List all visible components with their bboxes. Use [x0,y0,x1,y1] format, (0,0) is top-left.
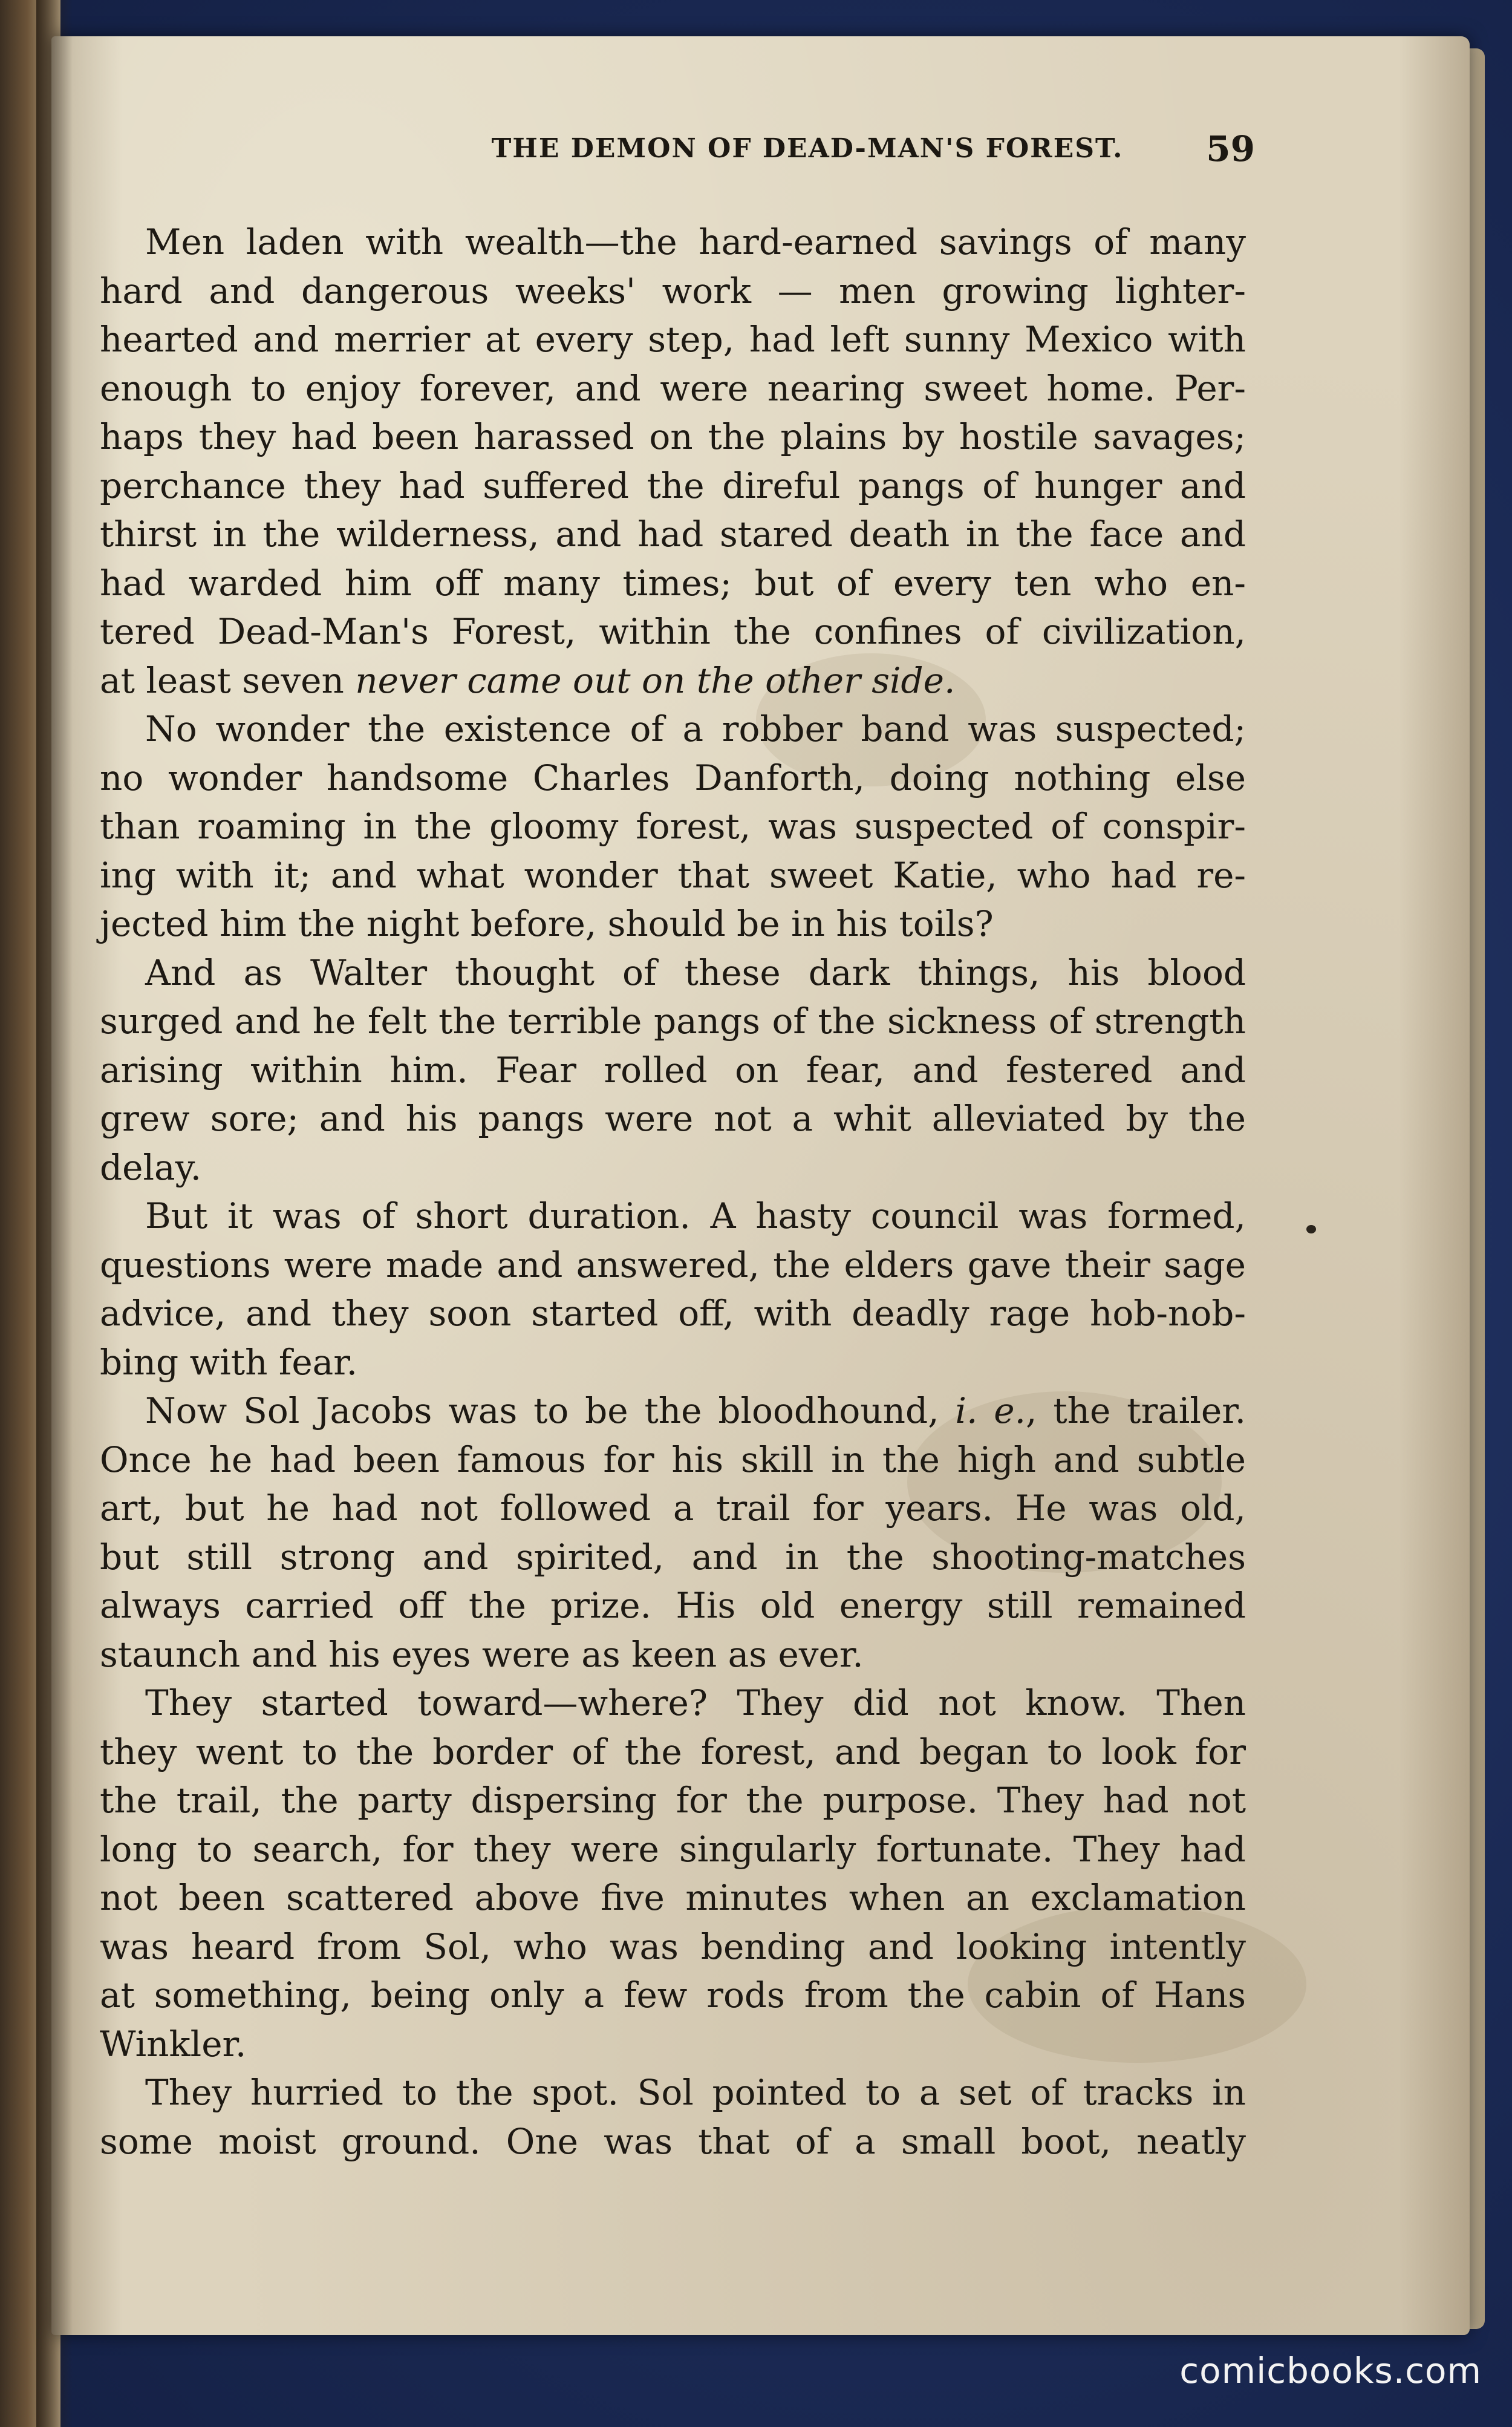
text-line: surged and he felt the terrible pangs of the sickness of strength [100,1001,1246,1042]
spine-shadow [36,0,73,2427]
text-line: jected him the night before, should be in his toils? [100,903,994,944]
running-title: THE DEMON OF DEAD-MAN'S FOREST. [491,133,1124,164]
text-line: than roaming in the gloomy forest, was suspected of conspir- [100,806,1246,847]
text-line: delay. [100,1146,202,1188]
italic-text: i. e. [955,1390,1026,1431]
text-line: Once he had been famous for his skill in the high and subtle [100,1439,1246,1480]
text-line: enough to enjoy forever, and were nearing sweet home. Per- [100,367,1246,409]
text-line [100,1387,1246,1436]
text-line: Men laden with wealth—the hard-earned savings of many [145,221,1246,263]
text-line: but still strong and spirited, and in the shooting-matches [100,1536,1246,1578]
body-text [100,218,1246,2196]
text-line: tered Dead-Man's Forest, within the confines of civilization, [100,611,1246,652]
text-line: arising within him. Fear rolled on fear, and festered and [100,1049,1246,1091]
ink-speck [1306,1225,1316,1233]
watermark: comicbooks.com [1179,2350,1482,2391]
text-line: ing with it; and what wonder that sweet Katie, who had re- [100,854,1246,896]
text-line: not been scattered above five minutes when an exclamation [100,1877,1246,1918]
text-line: was heard from Sol, who was bending and looking intently [100,1926,1246,1967]
text-line: they went to the border of the forest, and began to look for [100,1731,1246,1772]
text-line: They started toward—where? They did not know. Then [145,1682,1246,1723]
text-line [100,656,1246,705]
text-line: art, but he had not followed a trail for years. He was old, [100,1488,1246,1529]
text-line: no wonder handsome Charles Danforth, doing nothing else [100,757,1246,799]
text-line: long to search, for they were singularly fortunate. They had [100,1828,1246,1870]
text-segment: , the trailer. [1026,1390,1246,1431]
text-line: grew sore; and his pangs were not a whit alleviated by the [100,1098,1246,1139]
text-line: No wonder the existence of a robber band was suspected; [145,708,1246,750]
text-line: But it was of short duration. A hasty council was formed, [145,1195,1246,1236]
text-line: hard and dangerous weeks' work — men growing lighter- [100,270,1246,312]
text-line: advice, and they soon started off, with deadly rage hob-nob- [100,1293,1246,1334]
text-line: They hurried to the spot. Sol pointed to a set of tracks in [145,2072,1246,2113]
text-segment: at least seven [100,659,356,701]
text-line: the trail, the party dispersing for the purpose. They had not [100,1780,1246,1821]
text-line: at something, being only a few rods from the cabin of Hans [100,1975,1246,2016]
text-line: thirst in the wilderness, and had stared death in the face and [100,514,1246,555]
text-line: always carried off the prize. His old energy still remained [100,1585,1246,1626]
text-line: haps they had been harassed on the plains by hostile savages; [100,416,1246,457]
text-line: some moist ground. One was that of a small boot, neatly [100,2120,1246,2162]
text-line: perchance they had suffered the direful pangs of hunger and [100,465,1246,506]
text-line: Winkler. [100,2023,247,2065]
text-line: staunch and his eyes were as keen as ever. [100,1633,864,1675]
text-line: bing with fear. [100,1341,358,1383]
italic-text: never came out on the other side. [355,659,956,701]
text-line: And as Walter thought of these dark things, his blood [145,952,1246,993]
text-line: had warded him off many times; but of every ten who en- [100,562,1246,604]
text-line: questions were made and answered, the elders gave their sage [100,1244,1246,1285]
text-segment: Now Sol Jacobs was to be the bloodhound, [145,1390,956,1431]
text-line: hearted and merrier at every step, had left sunny Mexico with [100,319,1246,360]
page-number: 59 [1206,128,1255,169]
